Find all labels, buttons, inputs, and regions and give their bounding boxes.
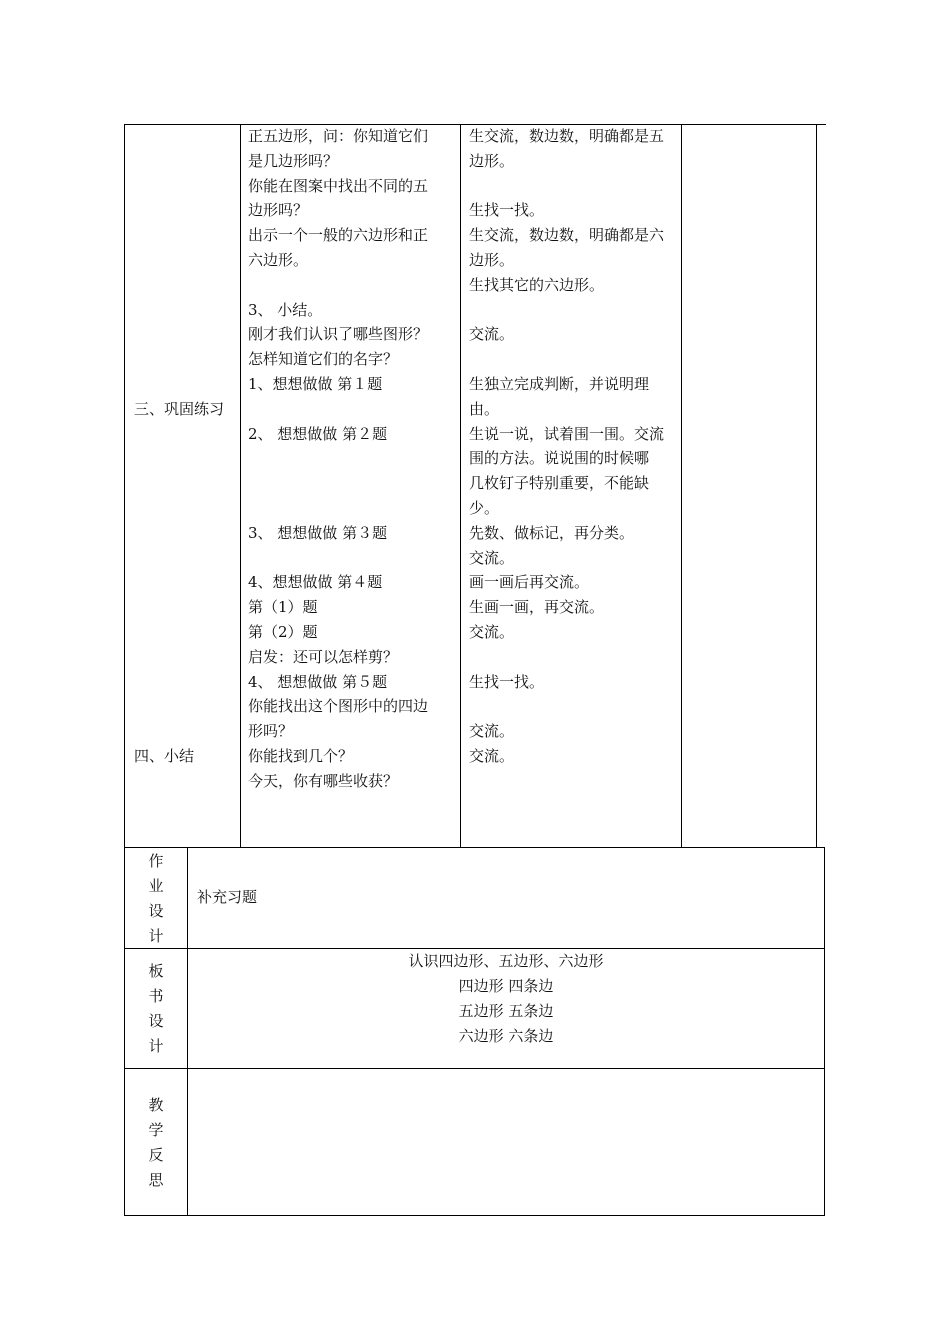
- board-design-row: [125, 949, 824, 1069]
- student-activity-line: 由。: [469, 399, 500, 418]
- label-char: 设: [148, 1012, 164, 1030]
- label-char: 计: [148, 927, 164, 945]
- student-activity-line: 围的方法。说说围的时候哪: [469, 449, 650, 468]
- board-line: 认识四边形、五边形、六边形: [408, 952, 604, 970]
- student-activity-line: 边形。: [469, 151, 515, 170]
- student-activity-line: 交流。: [469, 325, 515, 344]
- stage-label: [134, 769, 238, 794]
- teacher-activity-column: [248, 124, 458, 794]
- student-activity-line: 边形。: [469, 250, 515, 269]
- board-design-content: [188, 949, 824, 1049]
- homework-row: [125, 848, 824, 949]
- teacher-activity-line: [248, 546, 458, 571]
- column-divider: [460, 124, 461, 847]
- student-activity-line: 生说一说，试着围一围。交流: [469, 424, 665, 443]
- label-char: 反: [148, 1146, 164, 1164]
- stage-label: [134, 322, 238, 347]
- student-activity-line: 交流。: [469, 746, 515, 765]
- stage-column: [134, 124, 238, 818]
- column-divider: [681, 124, 682, 847]
- stage-label: [134, 149, 238, 174]
- teacher-activity-line: [248, 446, 458, 471]
- student-activity-line: 生交流，数边数，明确都是六: [469, 226, 665, 245]
- student-activity-line: 生找一找。: [469, 672, 545, 691]
- stage-label: [134, 546, 238, 571]
- stage-label: [134, 521, 238, 546]
- label-char: 板: [148, 962, 164, 980]
- stage-label: [134, 422, 238, 447]
- stage-label: [134, 273, 238, 298]
- student-activity-line: 生交流，数边数，明确都是五: [469, 127, 665, 145]
- student-activity-line: [469, 694, 679, 719]
- stage-label: [134, 124, 238, 149]
- teacher-activity-line: 边形吗？: [248, 201, 309, 220]
- student-activity-line: 生找一找。: [469, 201, 545, 220]
- label-char: 书: [148, 987, 164, 1005]
- reflection-row: [125, 1069, 824, 1217]
- student-activity-line: 生找其它的六边形。: [469, 275, 605, 294]
- stage-label: [134, 670, 238, 695]
- label-char: 业: [148, 877, 164, 895]
- student-activity-line: [469, 645, 679, 670]
- label-char: 学: [148, 1121, 164, 1139]
- teacher-activity-line: 怎样知道它们的名字？: [248, 350, 399, 369]
- student-activity-line: 少。: [469, 498, 500, 517]
- teacher-activity-line: 启发：还可以怎样剪？: [248, 647, 399, 666]
- teacher-activity-line: 3、 想想做做 第３题: [248, 523, 388, 542]
- stage-label: [134, 694, 238, 719]
- label-char: 作: [148, 852, 164, 870]
- stage-label: [134, 471, 238, 496]
- student-activity-line: [469, 298, 679, 323]
- teacher-activity-line: 4、想想做做 第４题: [248, 573, 383, 592]
- stage-label: [134, 174, 238, 199]
- stage-label: [134, 794, 238, 819]
- board-line: 四边形 四条边: [458, 977, 554, 995]
- student-activity-line: 交流。: [469, 622, 515, 641]
- stage-label: [134, 198, 238, 223]
- student-activity-line: 几枚钉子特别重要，不能缺: [469, 474, 650, 493]
- teacher-activity-line: 出示一个一般的六边形和正: [248, 226, 429, 245]
- student-activity-line: 交流。: [469, 722, 515, 741]
- student-activity-line: [469, 174, 679, 199]
- board-line: 六边形 六条边: [458, 1027, 554, 1045]
- teacher-activity-line: [248, 471, 458, 496]
- teacher-activity-line: 刚才我们认识了哪些图形？: [248, 325, 429, 344]
- label-char: 计: [148, 1037, 164, 1055]
- student-activity-line: [469, 347, 679, 372]
- stage-label: [134, 347, 238, 372]
- stage-label: 三、巩固练习: [134, 399, 225, 418]
- student-activity-column: [469, 124, 679, 769]
- teacher-activity-line: 今天，你有哪些收获？: [248, 771, 399, 790]
- stage-label: [134, 595, 238, 620]
- reflection-label: [125, 1093, 187, 1193]
- teacher-activity-line: [248, 273, 458, 298]
- stage-label: [134, 223, 238, 248]
- student-activity-line: 画一画后再交流。: [469, 573, 590, 592]
- stage-label: [134, 248, 238, 273]
- board-design-label: [125, 959, 187, 1059]
- teacher-activity-line: 第（2）题: [248, 622, 318, 641]
- stage-label: 四、小结: [134, 746, 195, 765]
- student-activity-line: 生画一画，再交流。: [469, 598, 605, 617]
- table-edge-mark: [816, 124, 826, 125]
- column-divider: [816, 124, 817, 847]
- stage-label: [134, 298, 238, 323]
- label-char: 教: [148, 1096, 164, 1114]
- stage-label: [134, 620, 238, 645]
- teacher-activity-line: 六边形。: [248, 250, 309, 269]
- student-activity-line: 先数、做标记，再分类。: [469, 523, 635, 542]
- teacher-activity-line: 4、 想想做做 第５题: [248, 672, 388, 691]
- stage-label: [134, 496, 238, 521]
- label-char: 思: [148, 1171, 164, 1189]
- teacher-activity-line: 3、 小结。: [248, 300, 323, 319]
- homework-content: 补充习题: [197, 888, 258, 906]
- stage-label: [134, 372, 238, 397]
- teacher-activity-line: [248, 397, 458, 422]
- teacher-activity-line: 形吗？: [248, 722, 294, 741]
- student-activity-line: 交流。: [469, 548, 515, 567]
- teacher-activity-line: 2、 想想做做 第２题: [248, 424, 388, 443]
- stage-label: [134, 719, 238, 744]
- teacher-activity-line: 是几边形吗？: [248, 151, 339, 170]
- column-divider: [240, 124, 241, 847]
- summary-table: [124, 847, 825, 1216]
- label-char: 设: [148, 902, 164, 920]
- homework-label: [125, 849, 187, 949]
- teacher-activity-line: 你能找出这个图形中的四边: [248, 697, 429, 716]
- stage-label: [134, 570, 238, 595]
- board-line: 五边形 五条边: [458, 1002, 554, 1020]
- stage-label: [134, 446, 238, 471]
- teacher-activity-line: 你能找到几个？: [248, 746, 354, 765]
- teacher-activity-line: 第（1）题: [248, 598, 318, 617]
- teacher-activity-line: 正五边形，问：你知道它们: [248, 127, 429, 145]
- teacher-activity-line: 1、想想做做 第１题: [248, 374, 383, 393]
- teacher-activity-line: [248, 496, 458, 521]
- stage-label: [134, 645, 238, 670]
- student-activity-line: 生独立完成判断，并说明理: [469, 374, 650, 393]
- teacher-activity-line: 你能在图案中找出不同的五: [248, 176, 429, 195]
